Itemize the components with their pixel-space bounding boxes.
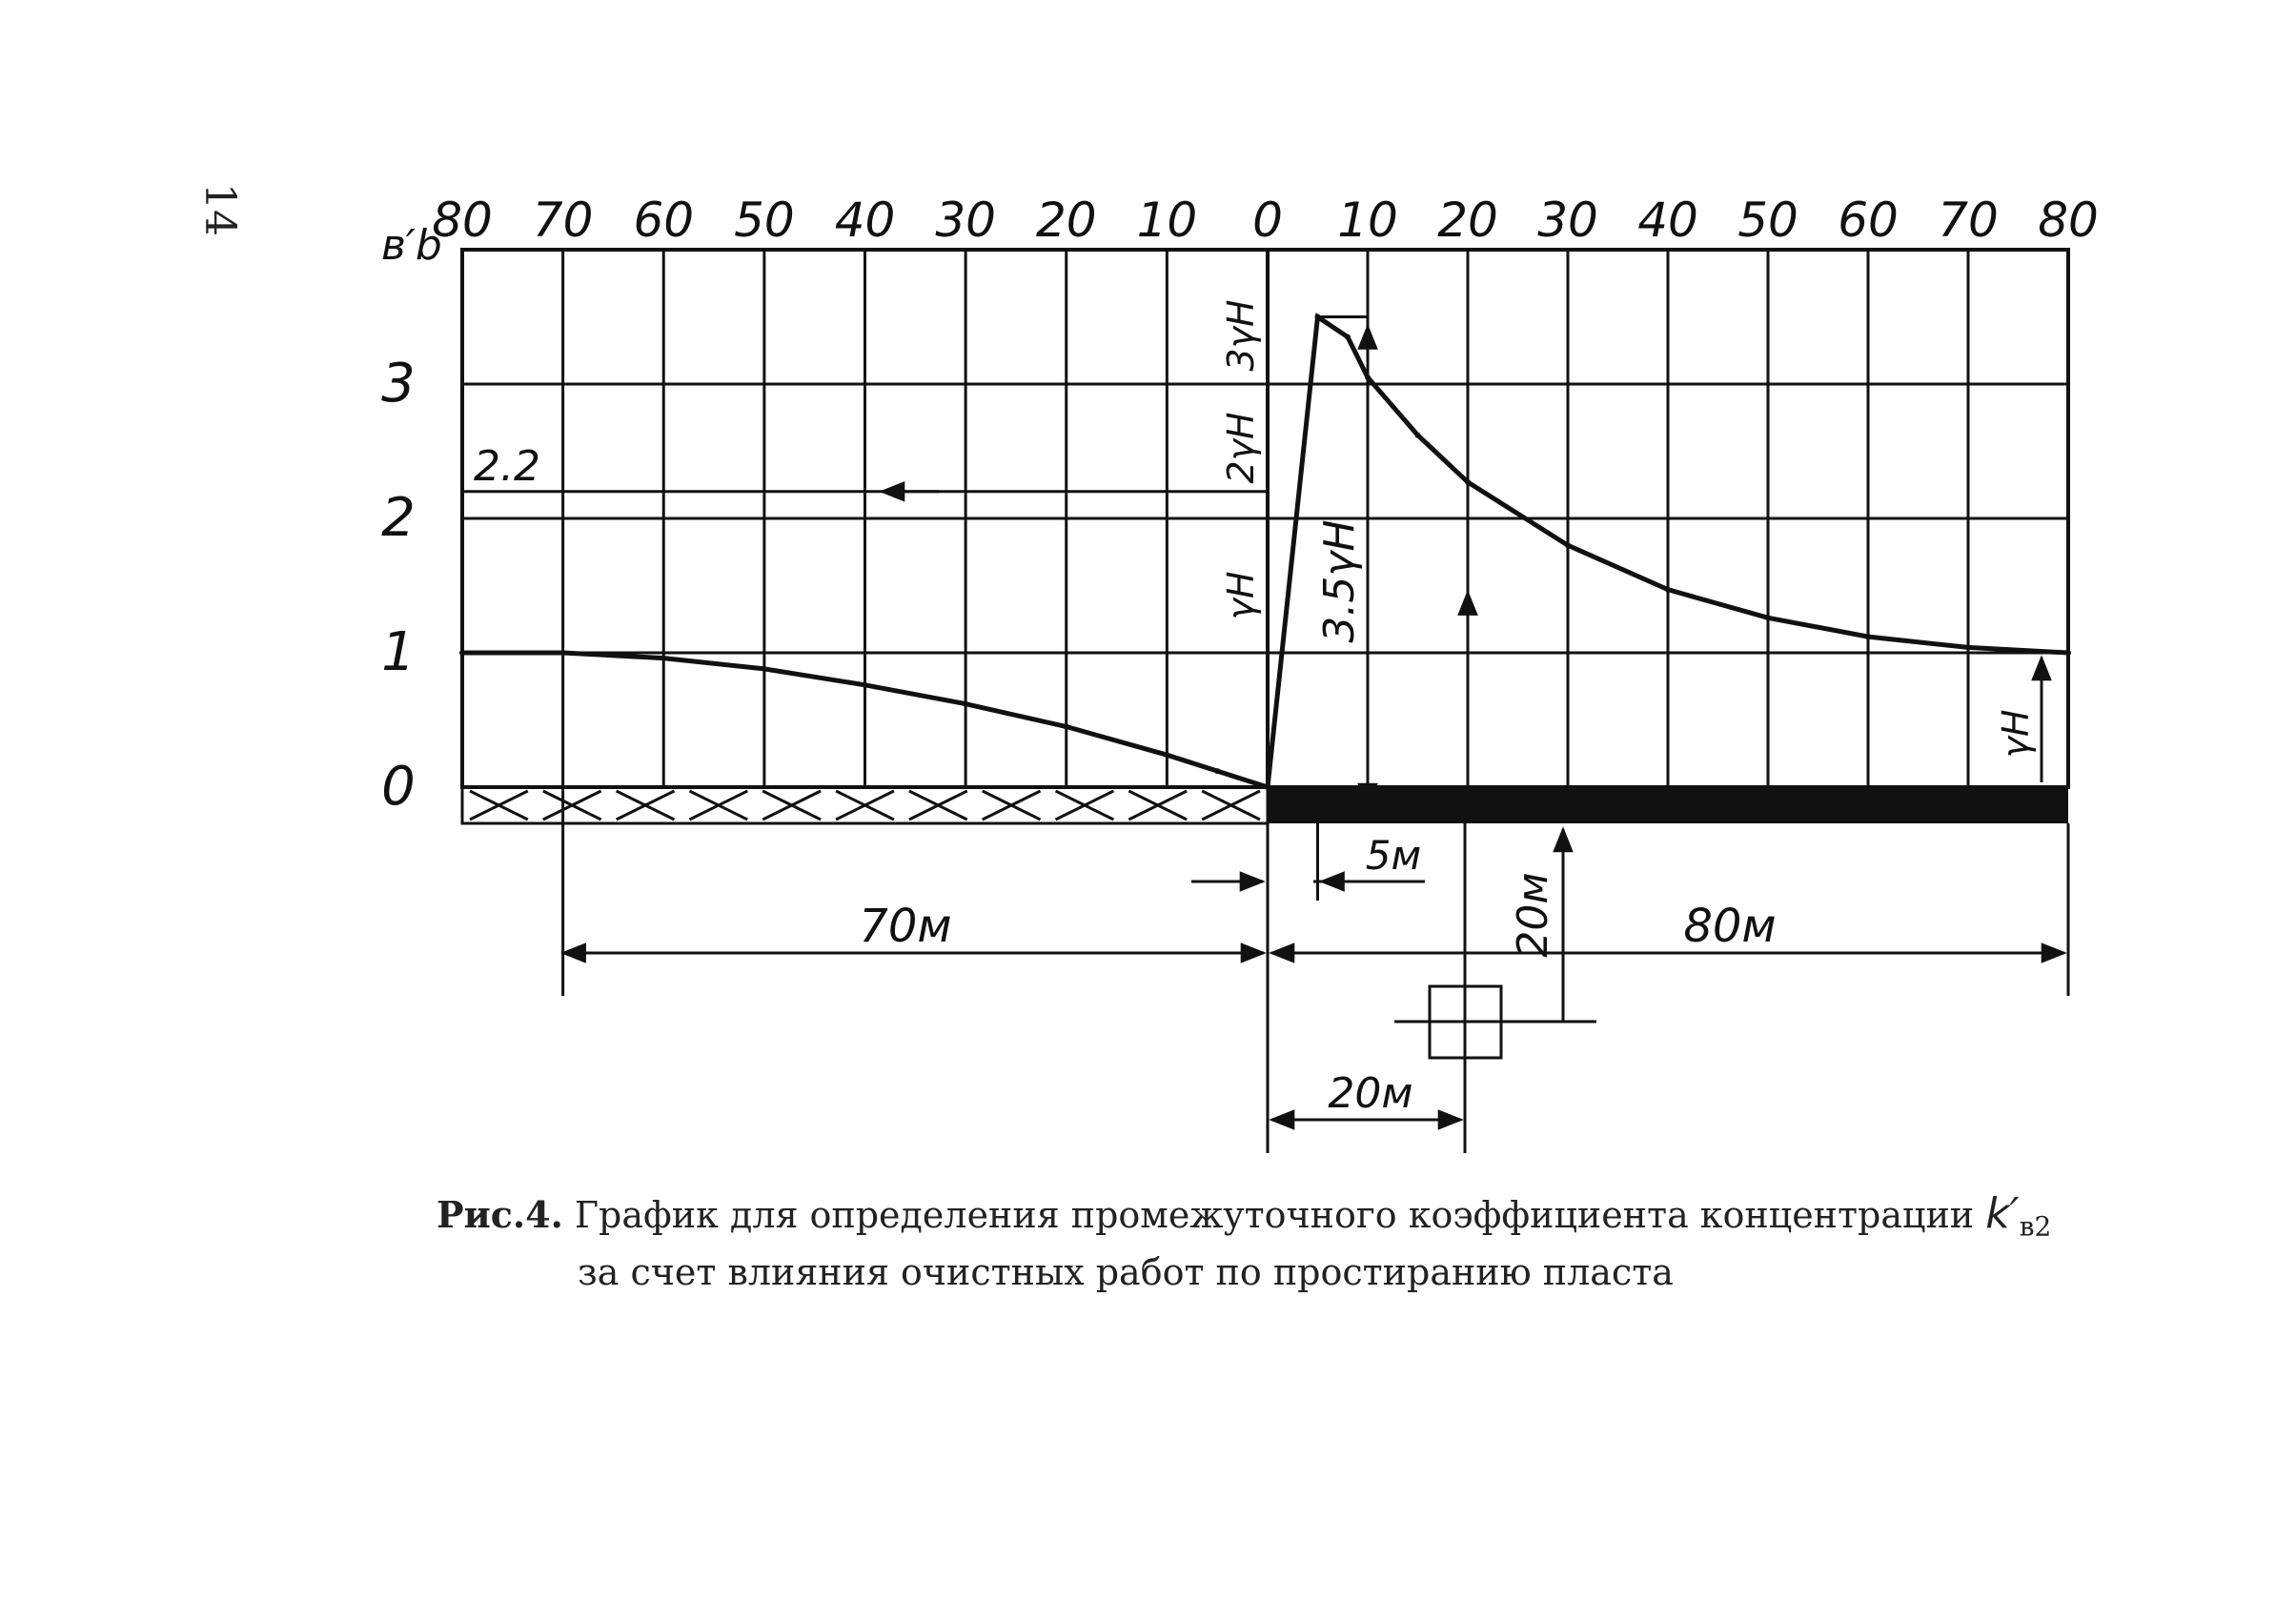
- series-point-right: [1465, 479, 1471, 485]
- series-point-right: [1765, 615, 1771, 620]
- caption-symbol: k′: [1985, 1189, 2020, 1238]
- label-2gamma-h: 2γН: [1220, 412, 1262, 484]
- series-point-left: [762, 666, 767, 672]
- annotations: [563, 317, 2068, 1154]
- y-axis-label: в′b: [381, 221, 442, 270]
- caption-line1: График для определения промежуточного коэффициента концентрации: [574, 1194, 1975, 1236]
- series-point-right: [1345, 334, 1351, 340]
- x-tick-label: 20: [1035, 192, 1097, 248]
- series-point-left: [963, 701, 968, 707]
- series-point-right: [1965, 644, 1971, 650]
- solid-seam-strip: [1268, 787, 2068, 823]
- series-point-left: [1164, 752, 1169, 758]
- x-tick-label: 50: [734, 192, 795, 248]
- y-tick-label: 1: [381, 621, 416, 683]
- x-tick-label: 0: [1252, 192, 1283, 248]
- x-tick-label: 40: [834, 192, 896, 248]
- series-point-right: [1265, 784, 1270, 790]
- y-tick-label: 2: [381, 487, 416, 549]
- x-tick-label: 30: [935, 192, 996, 248]
- x-tick-label: 10: [1136, 192, 1198, 248]
- caption-line2: за счет влияния очистных работ по простиранию пласта: [578, 1251, 1674, 1294]
- label-gamma-h: γН: [1220, 571, 1262, 620]
- figure-caption: [437, 1184, 2152, 1299]
- x-tick-label: 40: [1637, 192, 1698, 248]
- series-point-right: [1665, 587, 1671, 593]
- x-tick-label: 10: [1337, 192, 1398, 248]
- page-number: 14: [195, 183, 244, 236]
- caption-label: Рис.4.: [437, 1193, 563, 1236]
- x-tick-label: 60: [633, 192, 695, 248]
- label-dim-5m: 5м: [1365, 832, 1422, 879]
- y-tick-label: 0: [381, 756, 416, 818]
- x-tick-labels: [432, 192, 2099, 248]
- x-tick-label: 60: [1838, 192, 1899, 248]
- label-dim-80m: 80м: [1683, 900, 1777, 953]
- label-3-5gamma-h: 3.5γН: [1315, 519, 1364, 643]
- series-point-left: [660, 656, 666, 661]
- x-tick-label: 20: [1437, 192, 1498, 248]
- reference-line-label: 2.2: [474, 441, 540, 491]
- x-tick-label: 30: [1537, 192, 1598, 248]
- label-dim-20m-bottom: 20м: [1328, 1069, 1413, 1118]
- x-tick-label: 70: [1938, 192, 1999, 248]
- x-tick-label: 80: [432, 192, 493, 248]
- series-point-left: [560, 650, 566, 656]
- series-point-right: [2065, 650, 2071, 656]
- series-point-left: [1214, 768, 1220, 774]
- label-gamma-h-right: γН: [1995, 709, 2037, 759]
- x-tick-label: 70: [532, 192, 594, 248]
- series-point-left: [459, 650, 465, 656]
- annotation-labels: [859, 299, 2037, 1118]
- y-tick-labels: [381, 353, 416, 818]
- x-tick-label: 80: [2038, 192, 2099, 248]
- worked-out-hatched-strip: [462, 787, 1268, 823]
- y-tick-label: 3: [381, 353, 416, 415]
- label-dim-20m-vertical: 20м: [1509, 872, 1557, 958]
- caption-symbol-sub: в2: [2019, 1210, 2052, 1243]
- x-tick-label: 50: [1737, 192, 1798, 248]
- chart-grid: [462, 250, 2068, 787]
- series-point-right: [1415, 433, 1421, 438]
- boundary-square-icon: [1394, 820, 1596, 1153]
- series-point-right: [1865, 634, 1871, 639]
- label-dim-70m: 70м: [859, 900, 952, 953]
- series-point-left: [863, 682, 868, 688]
- series-point-left: [1064, 724, 1069, 730]
- series-point-right: [1565, 542, 1571, 548]
- label-3gamma-h: 3γН: [1220, 299, 1262, 372]
